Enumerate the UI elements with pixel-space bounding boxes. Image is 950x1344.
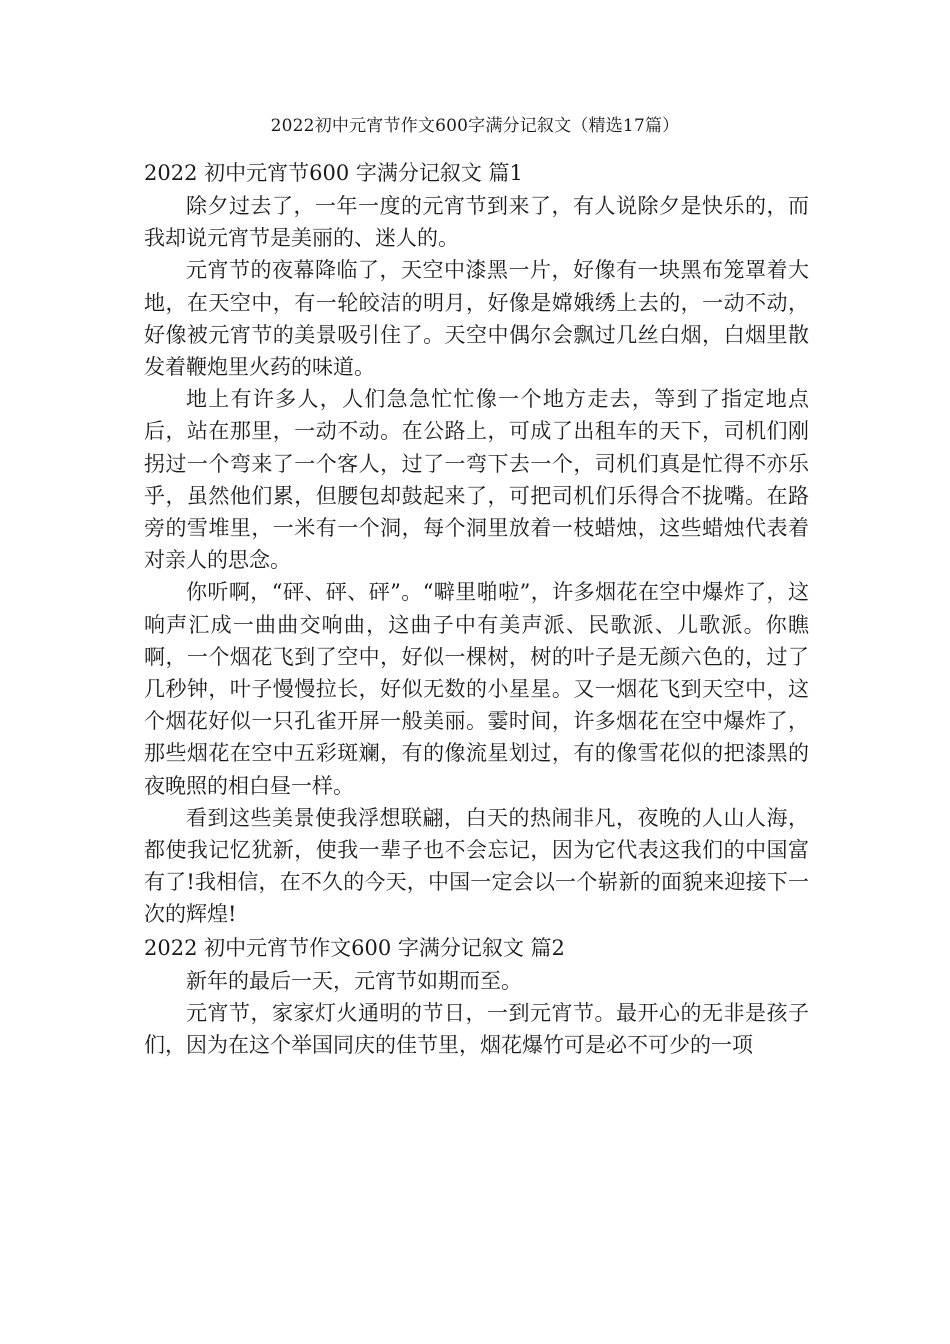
paragraph: 新年的最后一天，元宵节如期而至。 — [186, 968, 522, 993]
paragraph: 地上有许多人，人们急急忙忙像一个地方走去，等到了指定地点后，站在那里，一动不动。在公路上，可成了出租车的天下，司机们刚拐过一个弯来了一个客人，过了一弯下去一个，司机们真是忙得不亦乐乎，虽然他们累，但腰包却鼓起来了，可把司机们乐得合不拢嘴。在路旁的雪堆里，一米有一个洞，每个洞里放着一枝蜡烛，这些蜡烛代表着对亲人的思念。 — [144, 387, 809, 573]
paragraph: 元宵节，家家灯火通明的节日，一到元宵节。最开心的无非是孩子们，因为在这个举国同庆的佳节里，烟花爆竹可是必不可少的一项 — [144, 1000, 809, 1058]
paragraph: 看到这些美景使我浮想联翩，白天的热闹非凡，夜晚的人山人海，都使我记忆犹新，使我一辈子也不会忘记，因为它代表这我们的中国富有了!我相信，在不久的今天，中国一定会以一个崭新的面貌来迎接下一次的辉煌! — [144, 805, 809, 927]
section-1 — [144, 156, 809, 931]
paragraph: 除夕过去了，一年一度的元宵节到来了，有人说除夕是快乐的，而我却说元宵节是美丽的、迷人的。 — [144, 194, 809, 251]
paragraph: 你听啊，“砰、砰、砰”。“噼里啪啦”，许多烟花在空中爆炸了，这响声汇成一曲曲交响曲，这曲子中有美声派、民歌派、儿歌派。你瞧啊，一个烟花飞到了空中，好似一棵树，树的叶子是无颜六色的，过了几秒钟，叶子慢慢拉长，好似无数的小星星。又一烟花飞到天空中，这个烟花好似一只孔雀开屏一般美丽。霎时间，许多烟花在空中爆炸了，那些烟花在空中五彩斑斓，有的像流星划过，有的像雪花似的把漆黑的夜晚照的相白昼一样。 — [144, 580, 809, 798]
paragraph: 元宵节的夜幕降临了，天空中漆黑一片，好像有一块黑布笼罩着大地，在天空中，有一轮皎洁的明月，好像是嫦娥绣上去的，一动不动，好像被元宵节的美景吸引住了。天空中偶尔会飘过几丝白烟，白烟里散发着鞭炮里火药的味道。 — [144, 258, 809, 380]
section-heading: 2022 初中元宵节作文600 字满分记叙文 篇2 — [144, 935, 565, 960]
document-body — [144, 156, 809, 1061]
section-2 — [144, 931, 809, 1062]
section-heading: 2022 初中元宵节600 字满分记叙文 篇1 — [144, 161, 523, 185]
document-title: 2022初中元宵节作文600字满分记叙文（精选17篇） — [270, 116, 680, 136]
